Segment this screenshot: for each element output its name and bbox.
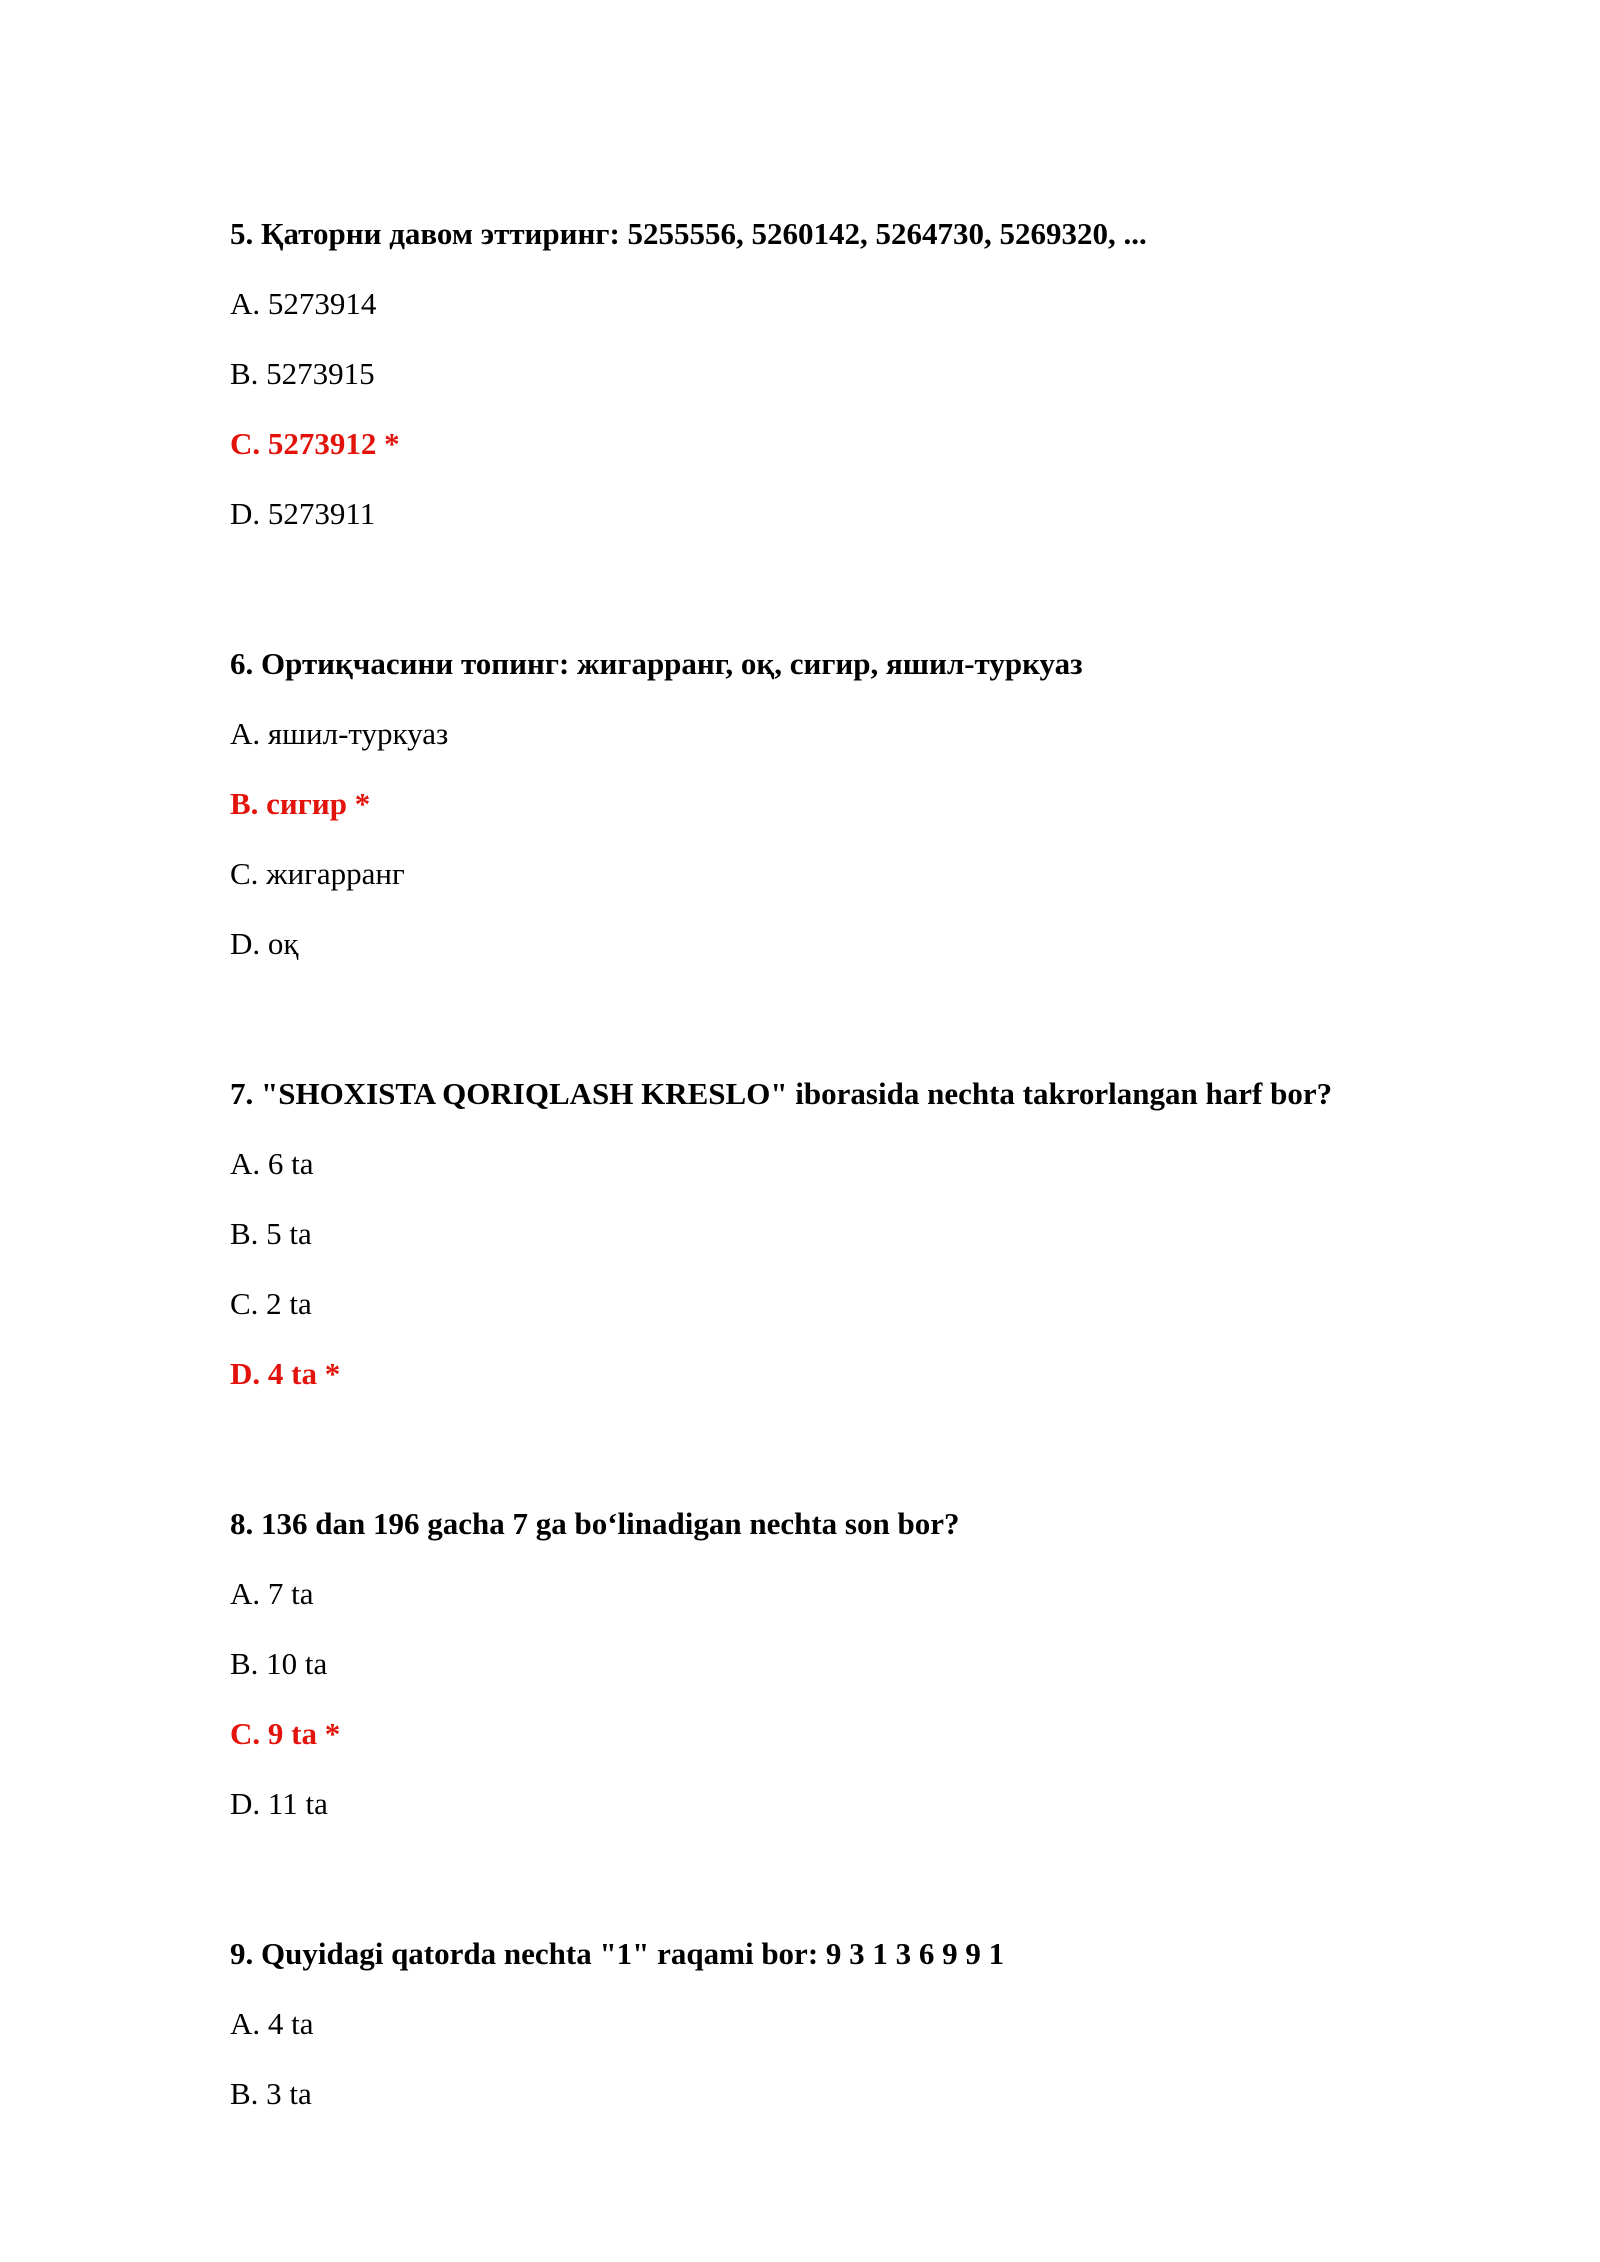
question-6 (230, 644, 1530, 964)
question-title: 9. Quyidagi qatorda nechta "1" raqami bor: 9 3 1 3 6 9 9 1 (230, 1936, 1005, 1971)
option-a: A. 5273914 (230, 286, 377, 321)
option-d: D. 5273911 (230, 496, 376, 531)
option-b: B. 10 ta (230, 1646, 328, 1681)
option-b: B. 3 ta (230, 2076, 312, 2111)
option-a: A. яшил-туркуаз (230, 716, 449, 751)
option-d: D. 11 ta (230, 1786, 328, 1821)
option-d-correct: D. 4 ta * (230, 1356, 341, 1391)
question-title: 6. Ортиқчасини топинг: жигарранг, оқ, сигир, яшил-туркуаз (230, 646, 1083, 681)
option-a: A. 4 ta (230, 2006, 314, 2041)
option-c: C. 2 ta (230, 1286, 312, 1321)
option-c-correct: C. 5273912 * (230, 426, 400, 461)
option-b: B. 5 ta (230, 1216, 312, 1251)
option-c: C. жигарранг (230, 856, 405, 891)
option-b: B. 5273915 (230, 356, 375, 391)
question-5 (230, 214, 1530, 534)
option-b-correct: B. сигир * (230, 786, 371, 821)
question-9 (230, 1934, 1530, 2114)
question-title: 7. "SHOXISTA QORIQLASH KRESLO" iborasida nechta takrorlangan harf bor? (230, 1076, 1333, 1111)
option-c-correct: C. 9 ta * (230, 1716, 341, 1751)
option-a: A. 7 ta (230, 1576, 314, 1611)
question-8 (230, 1504, 1530, 1824)
option-d: D. оқ (230, 926, 299, 961)
question-title: 5. Қаторни давом эттиринг: 5255556, 5260142, 5264730, 5269320, ... (230, 216, 1147, 251)
document-page (230, 214, 1530, 2224)
option-a: A. 6 ta (230, 1146, 314, 1181)
question-title: 8. 136 dan 196 gacha 7 ga bo‘linadigan nechta son bor? (230, 1506, 960, 1541)
question-7 (230, 1074, 1530, 1394)
